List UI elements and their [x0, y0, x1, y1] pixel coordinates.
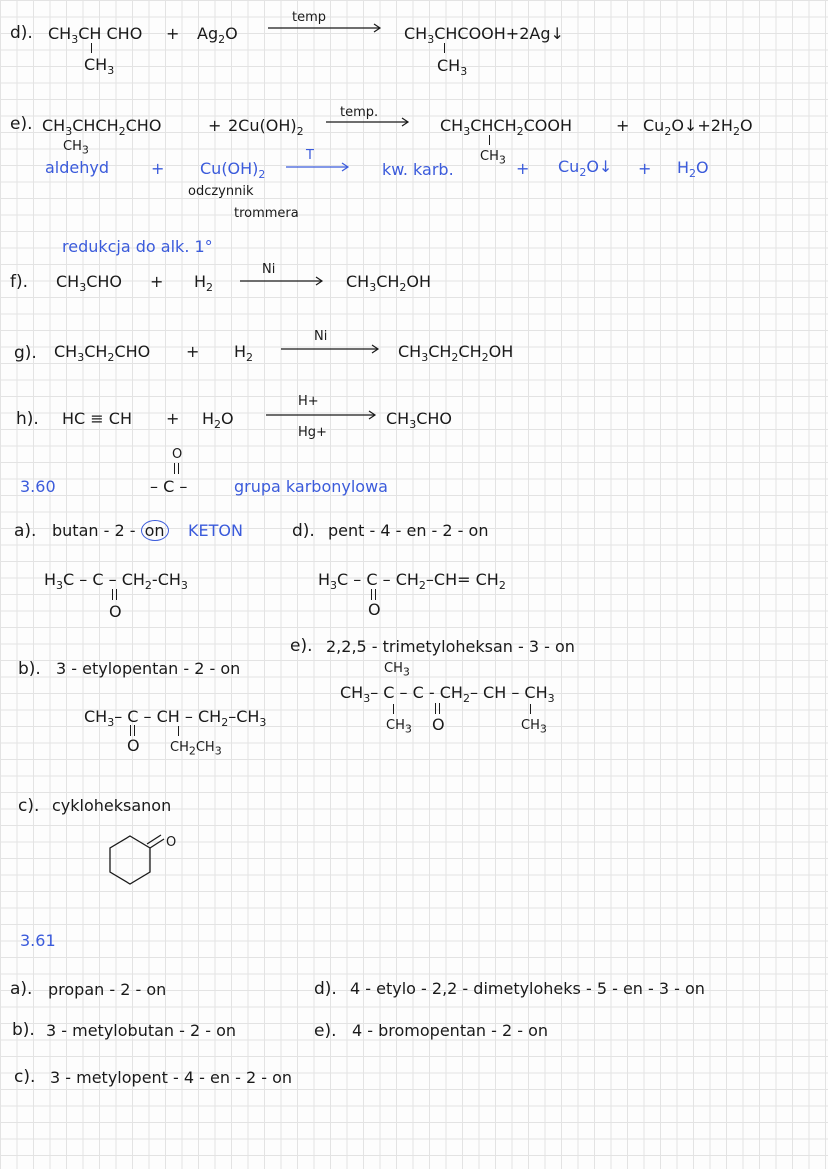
- sub: 3: [498, 153, 506, 167]
- sub: 2: [296, 125, 304, 139]
- item-label: c).: [14, 1067, 36, 1087]
- sub: 2: [481, 351, 489, 365]
- text: CH: [480, 149, 499, 164]
- sub: 2: [732, 125, 740, 139]
- sub: 3: [77, 351, 85, 365]
- sub: 2: [144, 579, 152, 593]
- text: Cu: [643, 116, 665, 135]
- compound-name-b: 3 - etylopentan - 2 - on: [56, 659, 241, 678]
- text: CH: [428, 342, 452, 361]
- text: CH: [386, 409, 410, 428]
- sub: 3: [79, 281, 87, 295]
- bond-line: [91, 43, 92, 53]
- sub: 2: [258, 168, 266, 182]
- double-bond: [371, 589, 376, 600]
- reactant-d: [48, 25, 142, 49]
- condition: Ni: [314, 329, 328, 344]
- sub: 3: [65, 125, 73, 139]
- double-bond: [112, 589, 117, 600]
- sub: 2: [462, 692, 470, 706]
- reagent: [228, 117, 304, 141]
- text: CH: [437, 56, 461, 75]
- text: C – C – CH: [63, 570, 145, 589]
- sub: 3: [404, 722, 412, 736]
- annotation: trommera: [234, 206, 299, 221]
- double-bond: [435, 703, 440, 714]
- text: CH: [84, 342, 108, 361]
- formula-b: [84, 708, 266, 732]
- text: CH: [56, 272, 80, 291]
- text: O: [221, 409, 234, 428]
- sub: 2: [664, 125, 672, 139]
- sub: 3: [259, 716, 267, 730]
- bond-line: [178, 726, 179, 736]
- sub: 3: [421, 351, 429, 365]
- reaction-arrow: [326, 116, 411, 128]
- text: CH: [458, 342, 482, 361]
- product: [440, 117, 572, 141]
- text: CH: [398, 342, 422, 361]
- substituent: [170, 739, 222, 761]
- sub: 2: [579, 166, 587, 180]
- sub: 3: [363, 692, 371, 706]
- sub: 2: [689, 167, 697, 181]
- text: – C – CH – CH: [114, 707, 222, 726]
- sub: 3: [107, 64, 115, 78]
- text: CH: [386, 718, 405, 733]
- compound-name: 3 - metylobutan - 2 - on: [46, 1021, 237, 1040]
- substituent: [386, 717, 412, 739]
- carbonyl-note: grupa karbonylowa: [234, 477, 388, 496]
- sub: 2: [218, 33, 226, 47]
- text: CH: [170, 740, 189, 755]
- blue-condition: T: [306, 148, 314, 163]
- bond-line: [393, 704, 394, 714]
- double-bond: [130, 725, 135, 736]
- sub: 2: [451, 351, 459, 365]
- blue-product: [677, 159, 709, 183]
- sub: 2: [188, 744, 196, 758]
- text: O: [696, 158, 709, 177]
- text: CH: [54, 342, 78, 361]
- sub: 3: [214, 744, 222, 758]
- text: CH CHO: [78, 24, 143, 43]
- substituent: [480, 148, 506, 170]
- text: CHO: [416, 409, 452, 428]
- text: +2H: [697, 116, 733, 135]
- sub: 2: [214, 418, 222, 432]
- reagent: [197, 25, 238, 49]
- plus: +: [638, 159, 652, 178]
- cyclohexanone-ring: [100, 832, 190, 892]
- text: OH: [488, 342, 514, 361]
- condition-top: H+: [298, 394, 319, 409]
- reduction-note: redukcja do alk. 1°: [62, 237, 213, 256]
- sub: 3: [330, 579, 338, 593]
- carbonyl-c: – C –: [150, 477, 188, 496]
- item-label: e).: [314, 1021, 337, 1041]
- compound-name-e: 2,2,5 - trimetyloheksan - 3 - on: [326, 637, 575, 656]
- text: CH: [340, 683, 364, 702]
- condition-bottom: Hg+: [298, 425, 327, 440]
- product: [386, 410, 452, 434]
- text: CHO: [125, 116, 162, 135]
- section-number-361: 3.61: [20, 931, 56, 950]
- sub: 3: [409, 418, 417, 432]
- oxygen: O: [109, 602, 122, 621]
- compound-name: propan - 2 - on: [48, 980, 167, 999]
- text: CH: [48, 24, 72, 43]
- reagent: [234, 343, 253, 367]
- text: H: [194, 272, 207, 291]
- text: – C – C - CH: [370, 683, 463, 702]
- item-label-d2: d).: [292, 521, 315, 541]
- item-label-g: g).: [14, 343, 37, 363]
- condition: Ni: [262, 262, 276, 277]
- sub: 3: [81, 143, 89, 157]
- substituent: [521, 717, 547, 739]
- oxygen: O: [127, 736, 140, 755]
- text: H: [44, 570, 57, 589]
- sub: 3: [539, 722, 547, 736]
- sub: 3: [107, 716, 115, 730]
- text: CH: [84, 707, 108, 726]
- sub: 2: [399, 281, 407, 295]
- item-label: d).: [314, 979, 337, 999]
- substituent: [384, 660, 410, 682]
- text: CH: [346, 272, 370, 291]
- text: –CH: [228, 707, 260, 726]
- oxygen: O: [166, 835, 177, 850]
- item-label-d: d).: [10, 23, 33, 43]
- text: CHO: [86, 272, 122, 291]
- text: O: [739, 116, 753, 135]
- product: [643, 117, 753, 141]
- plus: +: [151, 159, 165, 178]
- carbonyl-o: O: [172, 447, 183, 462]
- item-label-b: b).: [18, 659, 41, 679]
- plus: +: [150, 272, 164, 291]
- text: butan - 2 -: [52, 521, 136, 540]
- sub: 3: [402, 665, 410, 679]
- plus: +: [166, 409, 180, 428]
- text: CHO: [114, 342, 151, 361]
- text: CH: [42, 116, 66, 135]
- section-number-360: 3.60: [20, 477, 56, 496]
- text: H: [202, 409, 215, 428]
- blue-kw-karb: kw. karb.: [382, 160, 454, 179]
- item-label-e2: e).: [290, 636, 313, 656]
- compound-name: 4 - etylo - 2,2 - dimetyloheks - 5 - en - 3 - on: [350, 979, 705, 998]
- reagent: [194, 273, 213, 297]
- plus: +: [516, 159, 530, 178]
- bond-line: [530, 704, 531, 714]
- double-bond: [174, 463, 179, 474]
- text: CH: [376, 272, 400, 291]
- annotation: odczynnik: [188, 184, 254, 199]
- condition: temp.: [340, 105, 379, 120]
- sub: 3: [180, 579, 188, 593]
- bond-line: [489, 135, 490, 145]
- text: CH: [84, 55, 108, 74]
- sub: 2: [118, 125, 126, 139]
- item-label: a).: [10, 979, 33, 999]
- text: CH: [384, 661, 403, 676]
- substituent: [84, 56, 114, 80]
- plus: +: [616, 116, 630, 135]
- reaction-arrow: [286, 161, 352, 173]
- sub: 2: [498, 579, 506, 593]
- text: OH: [406, 272, 432, 291]
- item-label-h: h).: [16, 409, 39, 429]
- sub: 2: [206, 281, 214, 295]
- oxygen: O: [432, 715, 445, 734]
- bond-line: [444, 43, 445, 53]
- plus: +: [208, 116, 222, 135]
- reaction-arrow: [268, 22, 383, 34]
- sub: 2: [516, 125, 524, 139]
- sub: 3: [369, 281, 377, 295]
- text: H: [677, 158, 690, 177]
- text: -CH: [151, 570, 181, 589]
- text: H: [234, 342, 247, 361]
- item-label-c: c).: [18, 796, 40, 816]
- item-label-a: a).: [14, 521, 37, 541]
- sub: 2: [246, 351, 254, 365]
- text: CH: [63, 139, 82, 154]
- compound-name: 4 - bromopentan - 2 - on: [352, 1021, 549, 1040]
- reactant-e: [42, 117, 161, 141]
- compound-name-c: cykloheksanon: [52, 796, 172, 815]
- sub: 2: [107, 351, 115, 365]
- text: CH: [521, 718, 540, 733]
- sub: 3: [56, 579, 64, 593]
- product: [346, 273, 431, 297]
- text: 2Cu(OH): [228, 116, 297, 135]
- item-label: b).: [12, 1020, 35, 1040]
- text: CH: [440, 116, 464, 135]
- text: –CH= CH: [425, 570, 499, 589]
- blue-aldehyd: aldehyd: [45, 158, 110, 177]
- reactant-g: [54, 343, 150, 367]
- product: [398, 343, 513, 367]
- oxygen: O: [368, 600, 381, 619]
- product: [404, 25, 564, 49]
- text: CHCH: [72, 116, 119, 135]
- text: Cu: [558, 157, 580, 176]
- plus: +: [166, 24, 180, 43]
- text: C – C – CH: [337, 570, 419, 589]
- circled-suffix: on: [141, 520, 169, 541]
- sub: 3: [427, 33, 435, 47]
- condition: temp: [292, 10, 327, 25]
- compound-name-d: pent - 4 - en - 2 - on: [328, 521, 489, 540]
- plus: +: [186, 342, 200, 361]
- substituent: [63, 138, 89, 160]
- sub: 3: [463, 125, 471, 139]
- blue-product: [558, 158, 612, 182]
- text: H: [318, 570, 331, 589]
- text: COOH: [523, 116, 572, 135]
- text: Ag: [197, 24, 219, 43]
- item-label-e: e).: [10, 114, 33, 134]
- text: CHCOOH: [434, 24, 506, 43]
- compound-name: 3 - metylopent - 4 - en - 2 - on: [50, 1068, 292, 1087]
- text: O↓: [586, 157, 613, 176]
- sub: 3: [547, 692, 555, 706]
- text: CHCH: [470, 116, 517, 135]
- formula-e: [340, 684, 555, 708]
- text: +2Ag↓: [505, 24, 564, 43]
- compound-name-a: [52, 522, 169, 540]
- sub: 3: [460, 65, 468, 79]
- text: O: [225, 24, 238, 43]
- keton-note: KETON: [188, 521, 243, 540]
- formula-d: [318, 571, 506, 595]
- blue-reagent: [200, 160, 265, 184]
- sub: 3: [71, 33, 79, 47]
- sub: 2: [418, 579, 426, 593]
- text: Cu(OH): [200, 159, 259, 178]
- reagent: [202, 410, 234, 434]
- text: – CH – CH: [469, 683, 548, 702]
- reactant-f: [56, 273, 122, 297]
- substituent: [437, 57, 467, 81]
- text: CH: [195, 740, 215, 755]
- reaction-arrow: [240, 275, 325, 287]
- reaction-arrow: [281, 343, 381, 355]
- item-label-f: f).: [10, 272, 29, 292]
- reaction-arrow: [266, 409, 378, 421]
- text: CH: [404, 24, 428, 43]
- text: O↓: [671, 116, 698, 135]
- sub: 2: [221, 716, 229, 730]
- reactant-h: HC ≡ CH: [62, 409, 132, 428]
